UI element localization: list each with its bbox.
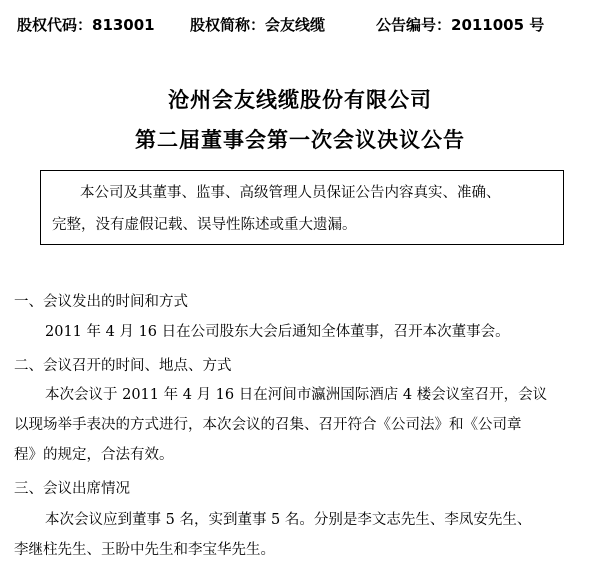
section-heading: 二、会议召开的时间、地点、方式 bbox=[14, 358, 232, 374]
announcement-title: 第二届董事会第一次会议决议公告 bbox=[135, 128, 465, 152]
section-heading: 三、会议出席情况 bbox=[14, 481, 130, 497]
section-text: 2011 年 4 月 16 日在公司股东大会后通知全体董事，召开本次董事会。 bbox=[45, 324, 510, 340]
equity-code: 股权代码：813001 bbox=[17, 16, 155, 34]
section-text: 李继柱先生、王盼中先生和李宝华先生。 bbox=[14, 542, 275, 558]
section-text: 以现场举手表决的方式进行，本次会议的召集、召开符合《公司法》和《公司章 bbox=[14, 417, 522, 433]
header-info bbox=[0, 14, 600, 36]
equity-abbreviation: 股权简称：会友线缆 bbox=[190, 16, 326, 34]
section-heading: 一、会议发出的时间和方式 bbox=[14, 294, 188, 310]
section-text: 本次会议应到董事 5 名，实到董事 5 名。分别是李文志先生、李凤安先生、 bbox=[45, 512, 532, 528]
section-text: 本次会议于 2011 年 4 月 16 日在河间市瀛洲国际酒店 4 楼会议室召开，会议 bbox=[45, 387, 548, 403]
notice-number: 公告编号：2011005 号 bbox=[376, 16, 545, 34]
disclaimer-line: 本公司及其董事、监事、高级管理人员保证公告内容真实、准确、 bbox=[80, 185, 501, 201]
disclaimer-box bbox=[40, 170, 564, 245]
section-text: 程》的规定，合法有效。 bbox=[14, 447, 174, 463]
company-title: 沧州会友线缆股份有限公司 bbox=[168, 88, 432, 112]
disclaimer-line: 完整，没有虚假记载、误导性陈述或重大遗漏。 bbox=[52, 217, 357, 233]
